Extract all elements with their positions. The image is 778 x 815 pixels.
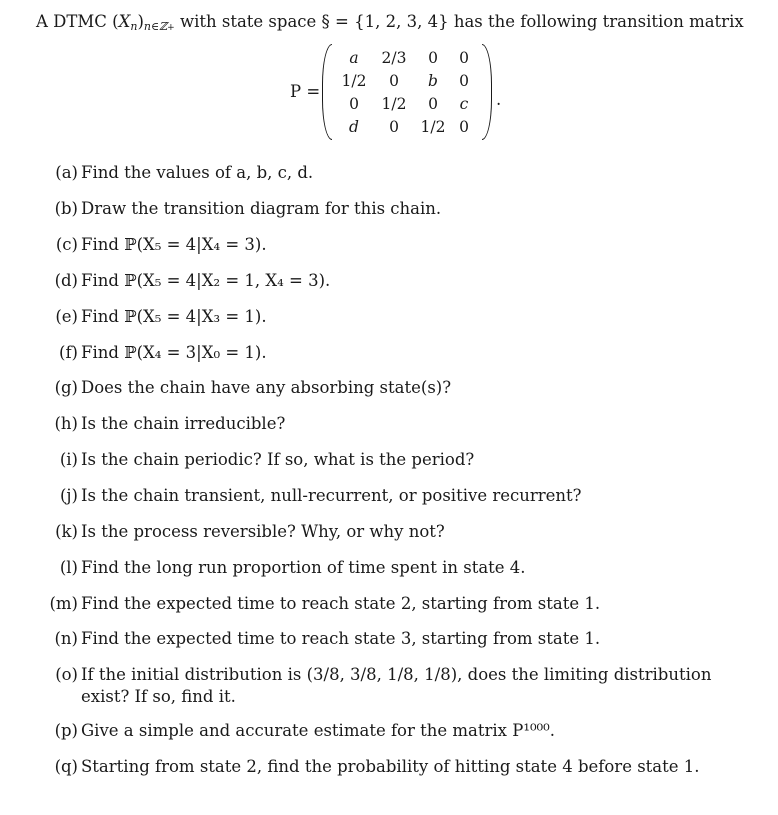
matrix-cell: b xyxy=(428,71,438,90)
question-label: (p) xyxy=(54,721,78,740)
matrix-cell: 0 xyxy=(349,94,359,113)
matrix-cell: 0 xyxy=(389,71,399,90)
matrix-cell: 1/2 xyxy=(341,71,367,90)
question-text: Find the expected time to reach state 3, starting from state 1. xyxy=(81,629,601,648)
question-text: Find the long run proportion of time spent in state 4. xyxy=(81,558,526,577)
state-space-symbol: § xyxy=(321,12,330,31)
question-label: (d) xyxy=(54,271,78,290)
state-set: = {1, 2, 3, 4} xyxy=(329,12,449,31)
question-label: (i) xyxy=(59,450,78,469)
matrix-cell: 0 xyxy=(428,94,438,113)
question-text: Give a simple and accurate estimate for the matrix P¹⁰⁰⁰. xyxy=(81,721,556,740)
intro-rest: has the following transition matrix xyxy=(448,12,744,31)
matrix-period: . xyxy=(496,90,502,109)
question-text: Is the process reversible? Why, or why not? xyxy=(81,522,445,541)
matrix-cell: 0 xyxy=(459,117,469,136)
question-text: Find the values of a, b, c, d. xyxy=(81,163,314,182)
matrix-cell: 0 xyxy=(428,48,438,67)
question-label: (a) xyxy=(55,163,78,182)
question-label: (k) xyxy=(55,522,78,541)
close-paren: ) xyxy=(137,12,144,31)
question-label: (b) xyxy=(54,199,78,218)
matrix-cell: d xyxy=(349,117,359,136)
question-text: Find ℙ(X₅ = 4|X₄ = 3). xyxy=(81,235,267,254)
question-text: Find ℙ(X₅ = 4|X₂ = 1, X₄ = 3). xyxy=(81,271,331,290)
question-label: (e) xyxy=(55,307,78,326)
question-label: (c) xyxy=(55,235,78,254)
matrix-cell: 0 xyxy=(459,48,469,67)
question-text: Find ℙ(X₅ = 4|X₃ = 1). xyxy=(81,307,267,326)
var-x: X xyxy=(118,12,131,31)
question-text: Is the chain transient, null-recurrent, or positive recurrent? xyxy=(81,486,582,505)
matrix-cell: c xyxy=(459,94,469,113)
question-label: (h) xyxy=(54,414,78,433)
matrix-cell: 0 xyxy=(389,117,399,136)
intro-lead: A DTMC ( xyxy=(36,12,119,31)
matrix-cell: 0 xyxy=(459,71,469,90)
question-text: Find the expected time to reach state 2, starting from state 1. xyxy=(81,594,601,613)
question-label: (j) xyxy=(60,486,78,505)
question-text: Starting from state 2, find the probability of hitting state 4 before state 1. xyxy=(81,757,700,776)
matrix-label: P = xyxy=(290,82,321,101)
question-label: (o) xyxy=(55,665,78,684)
matrix-cell: a xyxy=(349,48,359,67)
intro-with: with state space xyxy=(174,12,322,31)
question-text: Is the chain periodic? If so, what is the period? xyxy=(81,450,475,469)
question-label: (n) xyxy=(54,629,78,648)
question-text: Find ℙ(X₄ = 3|X₀ = 1). xyxy=(81,343,267,362)
matrix-cell: 2/3 xyxy=(381,48,407,67)
question-label: (l) xyxy=(59,558,78,577)
question-text: Does the chain have any absorbing state(s)? xyxy=(81,378,452,397)
index-plus: + xyxy=(167,23,175,33)
question-text: Draw the transition diagram for this chain. xyxy=(81,199,442,218)
index-set: n∈ℤ xyxy=(143,20,168,33)
sub-n: n xyxy=(130,20,138,33)
question-label: (g) xyxy=(54,378,78,397)
question-label: (f) xyxy=(59,343,78,362)
question-text: If the initial distribution is (3/8, 3/8, 1/8, 1/8), does the limiting distribution exist? If so, find it. xyxy=(81,665,712,706)
matrix-cell: 1/2 xyxy=(381,94,407,113)
question-text: Is the chain irreducible? xyxy=(81,414,286,433)
matrix-cell: 1/2 xyxy=(420,117,446,136)
question-label: (m) xyxy=(49,594,78,613)
question-label: (q) xyxy=(54,757,78,776)
